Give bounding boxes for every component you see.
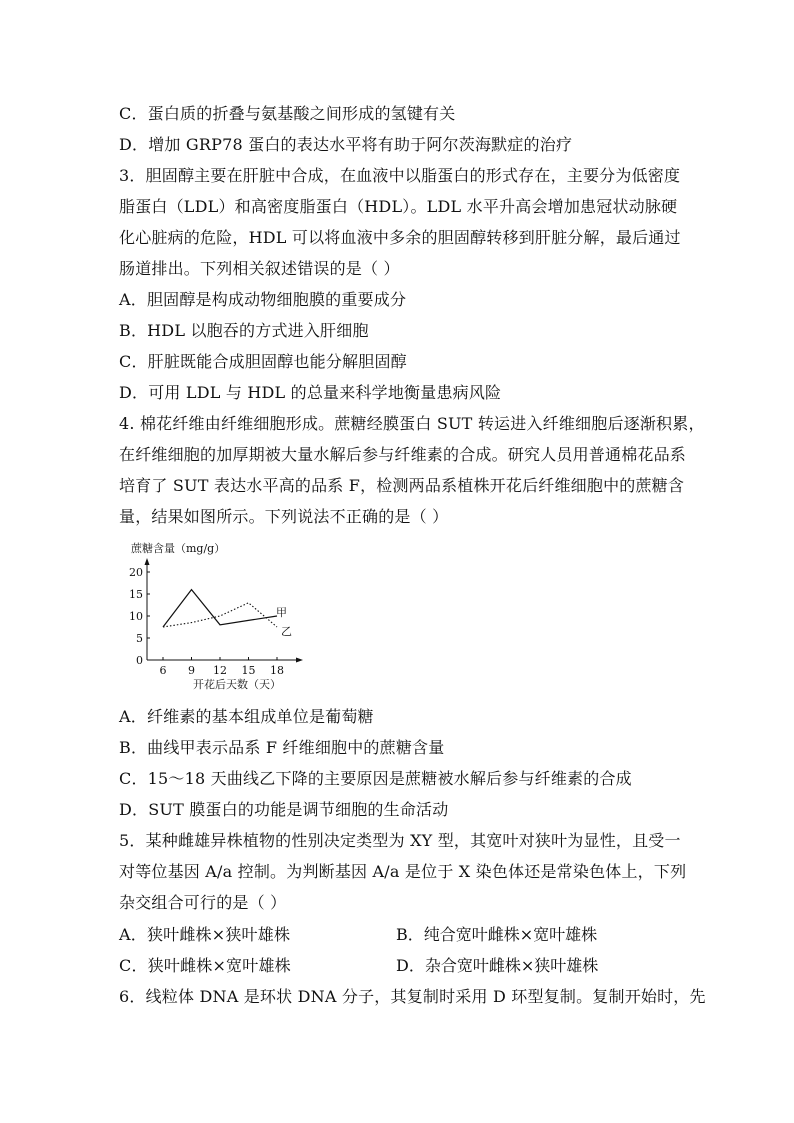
sucrose-line-chart (119, 536, 319, 696)
y-tick-label: 20 (129, 566, 143, 579)
q6-stem-line-1: 6．线粒体 DNA 是环状 DNA 分子，其复制时采用 D 环型复制。复制开始时，先 (119, 987, 706, 1006)
x-tick-label: 15 (241, 664, 256, 677)
q5-option-b: B．纯合宽叶雌株×宽叶雄株 (396, 925, 598, 944)
q4-option-b: B．曲线甲表示品系 F 纤维细胞中的蔗糖含量 (119, 738, 445, 757)
q2-option-c: C．蛋白质的折叠与氨基酸之间形成的氢键有关 (119, 104, 456, 123)
x-tick-label: 12 (213, 664, 227, 677)
q4-stem-line-1: 4. 棉花纤维由纤维细胞形成。蔗糖经膜蛋白 SUT 转运进入纤维细胞后逐渐积累， (119, 414, 705, 433)
y-tick-label: 0 (136, 654, 143, 667)
q3-option-d: D．可用 LDL 与 HDL 的总量来科学地衡量患病风险 (119, 383, 502, 402)
y-tick-label: 15 (129, 588, 143, 601)
x-tick-label: 9 (188, 664, 195, 677)
q5-stem-line-3: 杂交组合可行的是（ ） (119, 893, 287, 912)
q4-option-d: D．SUT 膜蛋白的功能是调节细胞的生命活动 (119, 800, 449, 819)
chart-xlabel: 开花后天数（天） (193, 678, 281, 691)
q3-stem-line-4: 肠道排出。下列相关叙述错误的是（ ） (119, 259, 400, 278)
y-axis-arrow (145, 558, 150, 565)
q5-option-c: C．狭叶雌株×宽叶雄株 (119, 956, 291, 975)
q3-stem-line-3: 化心脏病的危险，HDL 可以将血液中多余的胆固醇转移到肝脏分解，最后通过 (119, 228, 681, 247)
q4-option-c: C．15～18 天曲线乙下降的主要原因是蔗糖被水解后参与纤维素的合成 (119, 769, 632, 788)
q3-option-c: C．肝脏既能合成胆固醇也能分解胆固醇 (119, 352, 407, 371)
q3-stem-line-1: 3．胆固醇主要在肝脏中合成，在血液中以脂蛋白的形式存在，主要分为低密度 (119, 166, 681, 185)
q2-option-d: D．增加 GRP78 蛋白的表达水平将有助于阿尔茨海默症的治疗 (119, 135, 573, 154)
q5-stem-line-1: 5．某种雌雄异株植物的性别决定类型为 XY 型，其宽叶对狭叶为显性，且受一 (119, 831, 681, 850)
series-line-0 (163, 590, 277, 627)
q3-option-b: B．HDL 以胞吞的方式进入肝细胞 (119, 321, 369, 340)
chart-ylabel: 蔗糖含量（mg/g） (131, 542, 226, 555)
q4-stem-line-4: 量，结果如图所示。下列说法不正确的是（ ） (119, 507, 449, 526)
x-axis-arrow (296, 658, 303, 663)
x-tick-label: 18 (270, 664, 284, 677)
series-lines (163, 590, 277, 627)
y-tick-label: 5 (136, 632, 143, 645)
q5-option-a: A．狭叶雌株×狭叶雄株 (119, 925, 291, 944)
q3-stem-line-2: 脂蛋白（LDL）和高密度脂蛋白（HDL）。LDL 水平升高会增加患冠状动脉硬 (119, 197, 678, 216)
series-label-yi: 乙 (281, 625, 292, 638)
series-line-1 (163, 603, 277, 627)
q4-stem-line-2: 在纤维细胞的加厚期被大量水解后参与纤维素的合成。研究人员用普通棉花品系 (119, 445, 687, 464)
x-tick-label: 6 (159, 664, 167, 677)
q5-stem-line-2: 对等位基因 A/a 控制。为判断基因 A/a 是位于 X 染色体还是常染色体上，下列 (119, 862, 687, 881)
q4-stem-line-3: 培育了 SUT 表达水平高的品系 F，检测两品系植株开花后纤维细胞中的蔗糖含 (119, 476, 685, 495)
y-tick-label: 10 (129, 610, 143, 623)
q5-option-d: D．杂合宽叶雌株×狭叶雄株 (396, 956, 599, 975)
series-label-jia: 甲 (276, 606, 287, 619)
q4-option-a: A．纤维素的基本组成单位是葡萄糖 (119, 707, 374, 726)
q3-option-a: A．胆固醇是构成动物细胞膜的重要成分 (119, 290, 407, 309)
